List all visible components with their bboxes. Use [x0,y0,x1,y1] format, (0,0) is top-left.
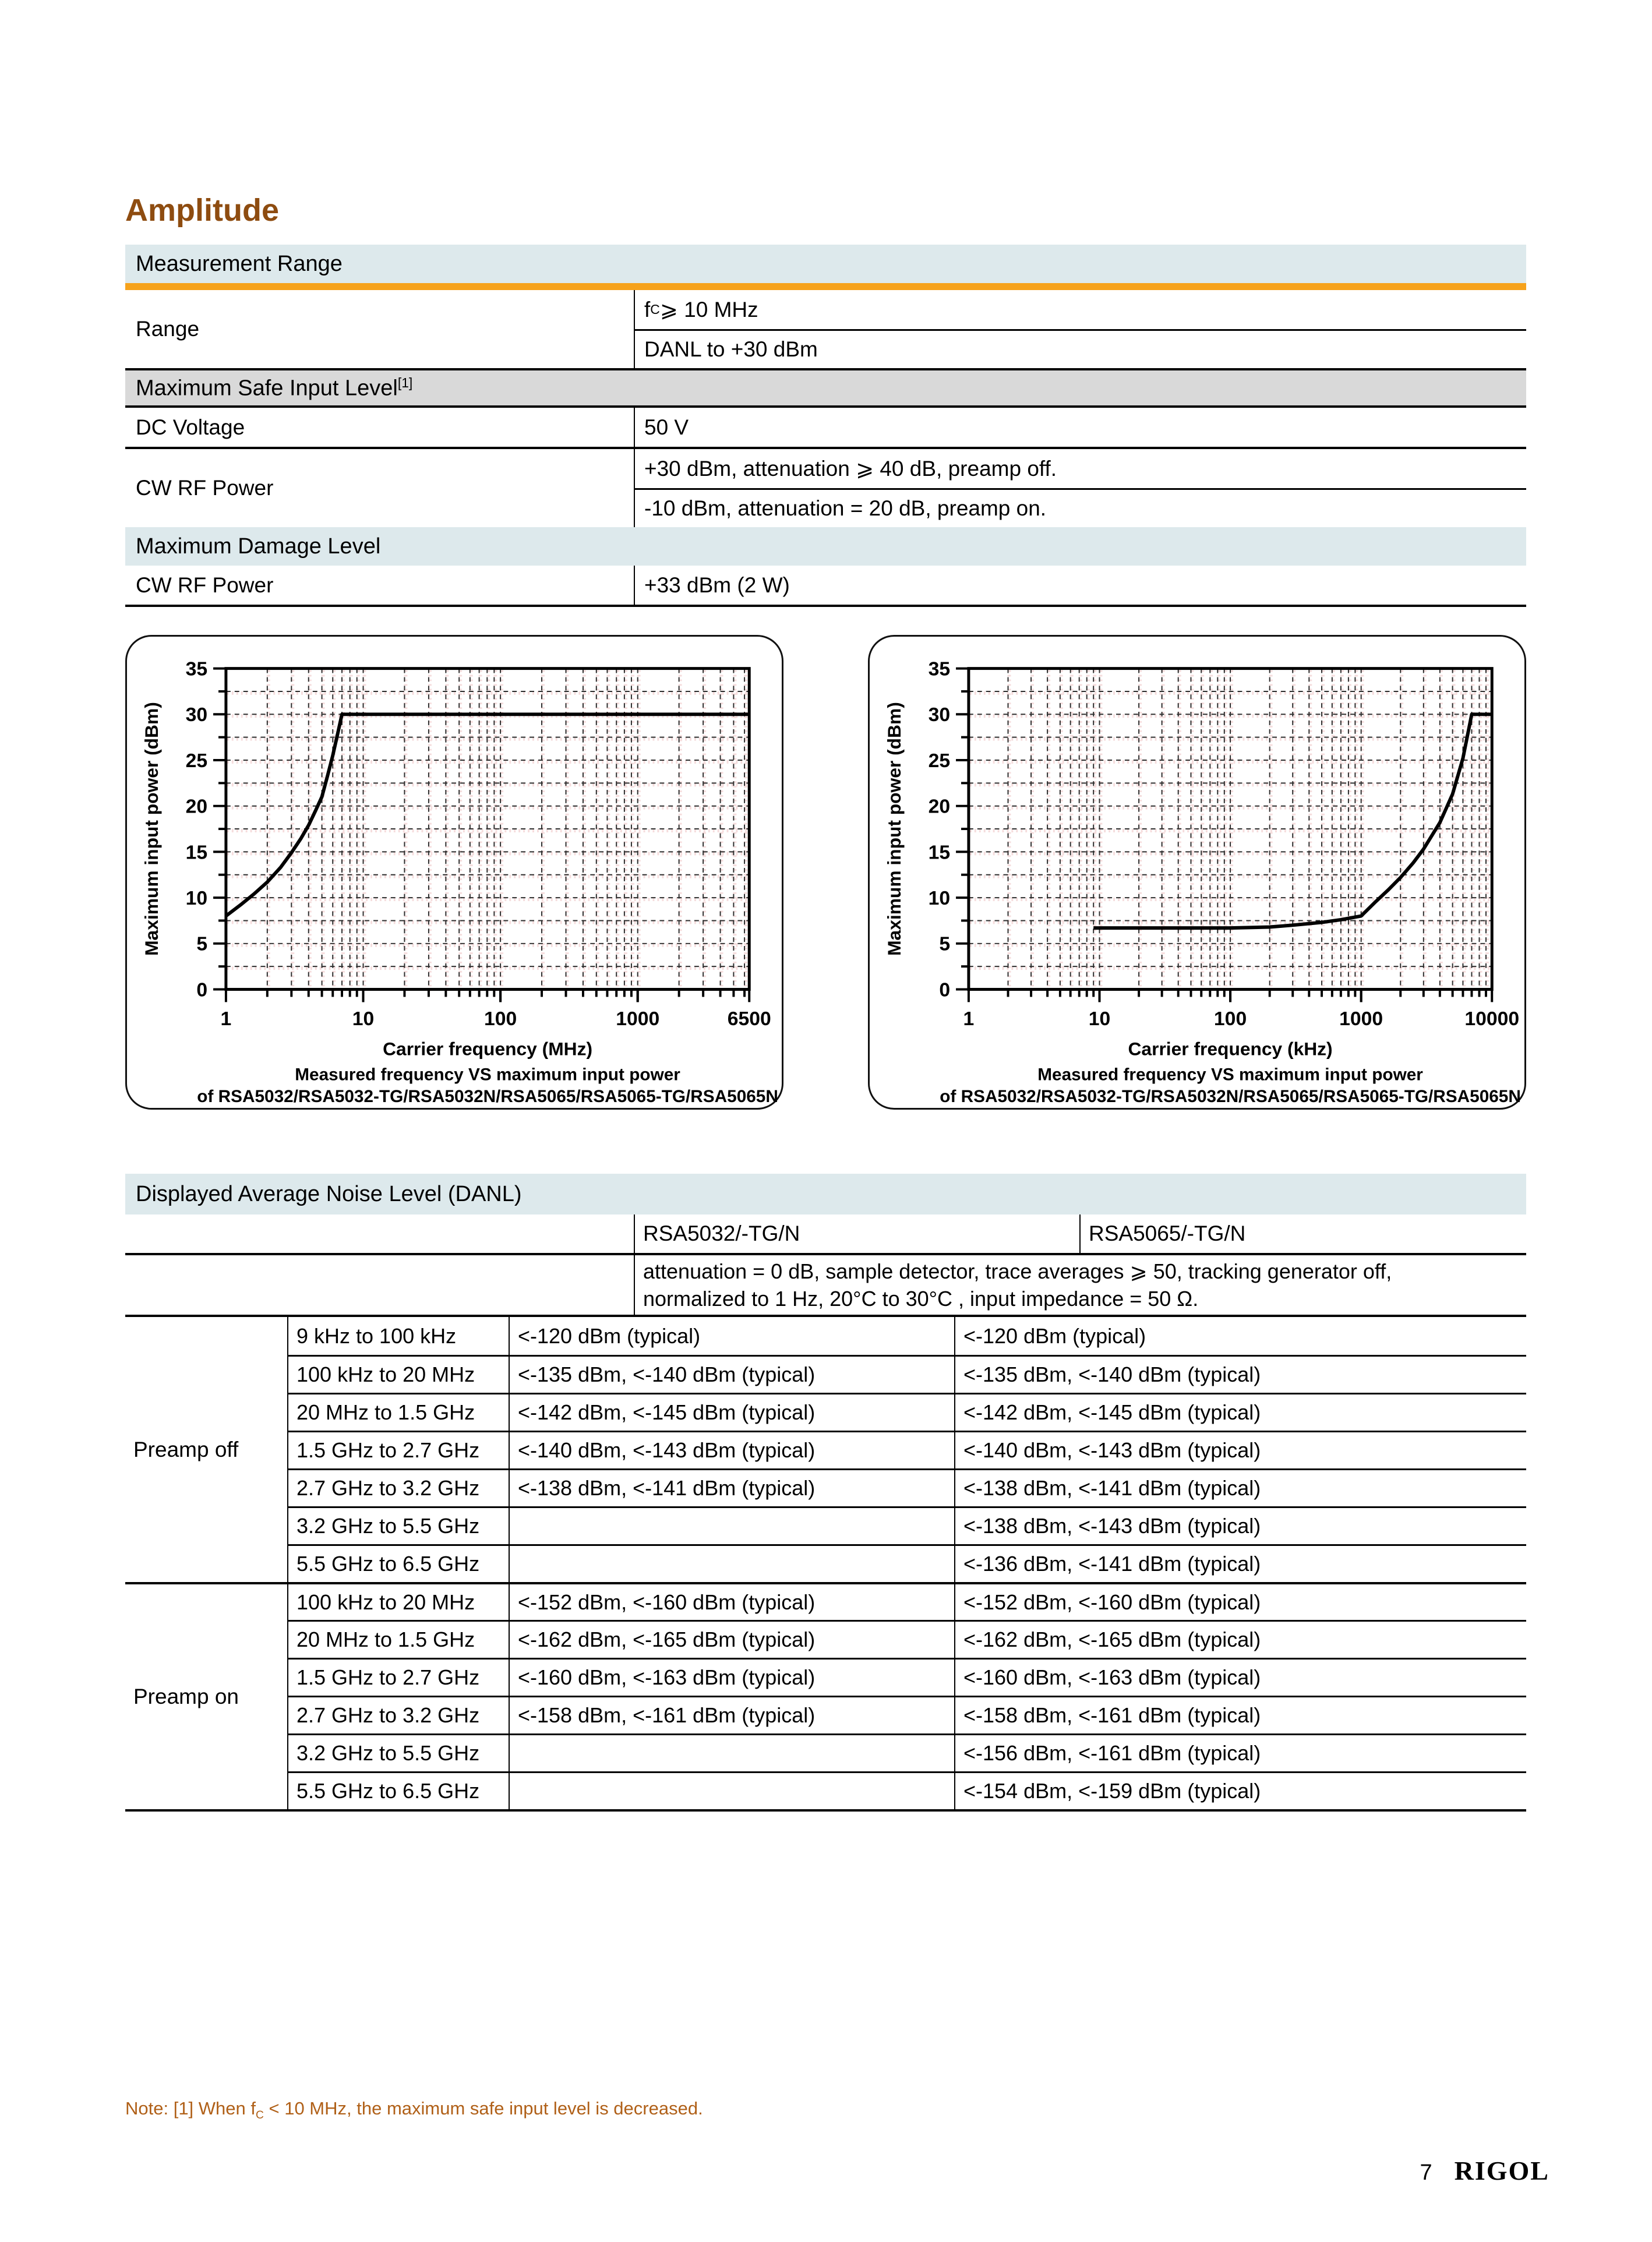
spec-value-cell: +33 dBm (2 W) [644,573,790,597]
danl-header-spacer [125,1214,635,1253]
spec-value-cell: f C ⩾ 10 MHz [644,297,758,322]
danl-frequency-range-cell: 9 kHz to 100 kHz [288,1317,510,1355]
danl-rsa5065-cell: <-140 dBm, <-143 dBm (typical) [963,1438,1261,1462]
danl-rows [288,1317,1526,1809]
svg-text:1: 1 [220,1008,232,1030]
page-number: 7 [1420,2160,1432,2185]
danl-frequency-range-cell: 1.5 GHz to 2.7 GHz [288,1432,510,1468]
danl-data-row [288,1317,1526,1355]
danl-rsa5032-cell [510,1546,955,1582]
danl-condition-spacer [125,1255,635,1315]
svg-text:35: 35 [928,658,951,680]
svg-text:1000: 1000 [616,1008,660,1030]
danl-data-row [288,1393,1526,1431]
spec-row-values [635,566,1526,605]
danl-rsa5032-cell: <-160 dBm, <-163 dBm (typical) [510,1660,955,1696]
spec-value-cell: DANL to +30 dBm [635,329,1526,368]
danl-rsa5065-cell: <-142 dBm, <-145 dBm (typical) [963,1400,1261,1424]
page-footer [1386,2155,1549,2186]
svg-text:30: 30 [185,704,208,726]
chart-max-input-power-khz [868,635,1526,1110]
danl-frequency-range-cell: 100 kHz to 20 MHz [288,1584,510,1620]
svg-text:5: 5 [939,933,951,955]
svg-text:1: 1 [963,1008,975,1030]
danl-section-header: Displayed Average Noise Level (DANL) [125,1174,1526,1214]
spec-row-group [125,566,1526,607]
svg-text:0: 0 [196,979,208,1001]
danl-condition-row [125,1255,1526,1317]
danl-preamp-label: Preamp off [133,1437,239,1461]
danl-rsa5032-cell: <-138 dBm, <-141 dBm (typical) [510,1470,955,1506]
danl-rsa5032-cell: <-152 dBm, <-160 dBm (typical) [510,1584,955,1620]
danl-rsa5065-cell: <-138 dBm, <-141 dBm (typical) [963,1476,1261,1500]
svg-text:6500: 6500 [727,1008,771,1030]
danl-rsa5065-cell: <-120 dBm (typical) [963,1323,1146,1348]
danl-frequency-range-cell: 5.5 GHz to 6.5 GHz [288,1773,510,1809]
danl-data-row [288,1771,1526,1809]
spec-row-label: DC Voltage [125,408,635,447]
section-header [125,245,1526,283]
danl-data-row [288,1582,1526,1620]
danl-frequency-range-cell: 3.2 GHz to 5.5 GHz [288,1508,510,1544]
danl-data-row [288,1506,1526,1544]
danl-data-row [288,1658,1526,1696]
svg-text:35: 35 [185,658,208,680]
danl-rsa5065-cell: <-162 dBm, <-165 dBm (typical) [963,1627,1261,1651]
svg-text:25: 25 [928,749,951,772]
danl-column-header: RSA5065/-TG/N [1089,1221,1246,1245]
svg-text:10: 10 [1088,1008,1111,1030]
svg-text:0: 0 [939,979,951,1001]
spec-value-cell: +30 dBm, attenuation ⩾ 40 dB, preamp off. [644,457,1057,481]
svg-text:20: 20 [185,795,208,818]
section-header-label: Maximum Damage Level [136,534,381,559]
danl-rsa5032-cell: <-158 dBm, <-161 dBm (typical) [510,1697,955,1733]
danl-condition-text: attenuation = 0 dB, sample detector, trace averages ⩾ 50, tracking generator off, normalized to 1 Hz, 20°C to 30°C , input impedance = 50 Ω. [643,1259,1392,1311]
danl-rsa5065-cell: <-135 dBm, <-140 dBm (typical) [963,1362,1261,1386]
section-header-label: Maximum Safe Input Level[1] [136,375,413,401]
danl-data-row [288,1620,1526,1658]
page-title: Amplitude [125,193,279,228]
footnote: Note: [1] When $f_C < 10$ MHz, the maximum safe input level is decreased. [125,2098,703,2122]
svg-text:5: 5 [196,933,208,955]
danl-body [125,1317,1526,1812]
danl-data-row [288,1733,1526,1771]
danl-rsa5065-cell: <-152 dBm, <-160 dBm (typical) [963,1590,1261,1614]
danl-data-row [288,1355,1526,1393]
svg-text:of RSA5032/RSA5032-TG/RSA5032N: of RSA5032/RSA5032-TG/RSA5032N/RSA5065/RSA5065-TG/RSA5065N [940,1087,1521,1107]
section-header-label: Measurement Range [136,251,343,276]
danl-frequency-range-cell: 3.2 GHz to 5.5 GHz [288,1735,510,1771]
danl-frequency-range-cell: 1.5 GHz to 2.7 GHz [288,1660,510,1696]
svg-text:Maximum input power (dBm): Maximum input power (dBm) [140,702,162,956]
svg-text:Measured frequency VS maximum: Measured frequency VS maximum input power [295,1065,680,1085]
spec-row-values [635,449,1526,527]
danl-preamp-label: Preamp on [125,1582,287,1809]
danl-data-row [288,1431,1526,1468]
danl-data-row [288,1468,1526,1506]
svg-text:1000: 1000 [1339,1008,1383,1030]
danl-rsa5065-cell: <-154 dBm, <-159 dBm (typical) [963,1779,1261,1803]
danl-frequency-range-cell: 100 kHz to 20 MHz [288,1357,510,1393]
danl-column-header: RSA5032/-TG/N [635,1214,1081,1253]
danl-rsa5032-cell [510,1773,955,1809]
amplitude-spec-table [125,245,1526,607]
svg-text:Measured frequency VS maximum: Measured frequency VS maximum input power [1037,1065,1423,1085]
svg-text:Carrier frequency (kHz): Carrier frequency (kHz) [1128,1038,1333,1060]
danl-rsa5032-cell: <-162 dBm, <-165 dBm (typical) [510,1622,955,1658]
orange-accent-bar [125,283,1526,290]
danl-frequency-range-cell: 2.7 GHz to 3.2 GHz [288,1470,510,1506]
danl-frequency-range-cell: 2.7 GHz to 3.2 GHz [288,1697,510,1733]
spec-row-group [125,447,1526,527]
danl-frequency-range-cell: 20 MHz to 1.5 GHz [288,1394,510,1431]
svg-text:25: 25 [185,749,208,772]
danl-preamp-column [125,1317,288,1809]
svg-text:100: 100 [1213,1008,1247,1030]
danl-rsa5065-cell: <-160 dBm, <-163 dBm (typical) [963,1665,1261,1689]
danl-rsa5065-cell: <-156 dBm, <-161 dBm (typical) [963,1741,1261,1765]
danl-table [125,1174,1526,1812]
svg-text:20: 20 [928,795,951,818]
svg-text:10: 10 [352,1008,375,1030]
spec-row-values [635,408,1526,447]
svg-text:10000: 10000 [1464,1008,1520,1030]
danl-data-row [288,1696,1526,1733]
svg-text:of RSA5032/RSA5032-TG/RSA5032N: of RSA5032/RSA5032-TG/RSA5032N/RSA5065/RSA5065-TG/RSA5065N [197,1087,778,1107]
spec-row-label: Range [125,290,635,368]
danl-rsa5032-cell [510,1735,955,1771]
danl-data-row [288,1544,1526,1582]
svg-text:10: 10 [928,887,951,910]
rigol-logo: RIGOL [1454,2156,1549,2185]
svg-text:100: 100 [483,1008,517,1030]
danl-rsa5032-cell: <-140 dBm, <-143 dBm (typical) [510,1432,955,1468]
spec-value-cell: 50 V [644,415,689,439]
spec-row-group [125,408,1526,447]
danl-rsa5065-cell: <-138 dBm, <-143 dBm (typical) [963,1514,1261,1538]
spec-row-values [635,290,1526,368]
svg-text:Carrier frequency (MHz): Carrier frequency (MHz) [383,1038,593,1060]
svg-text:Maximum input power (dBm): Maximum input power (dBm) [883,702,905,956]
danl-frequency-range-cell: 5.5 GHz to 6.5 GHz [288,1546,510,1582]
section-header [125,368,1526,408]
danl-frequency-range-cell: 20 MHz to 1.5 GHz [288,1622,510,1658]
danl-rsa5065-cell: <-158 dBm, <-161 dBm (typical) [963,1703,1261,1727]
spec-row-group [125,290,1526,368]
spec-value-cell: -10 dBm, attenuation = 20 dB, preamp on. [635,488,1526,527]
chart-max-input-power-mhz [125,635,783,1110]
danl-column-header-row [125,1214,1526,1255]
danl-rsa5032-cell: <-142 dBm, <-145 dBm (typical) [510,1394,955,1431]
svg-text:15: 15 [185,841,208,864]
svg-text:10: 10 [185,887,208,910]
spec-row-label: CW RF Power [125,566,635,605]
danl-rsa5032-cell: <-120 dBm (typical) [510,1317,955,1355]
svg-text:15: 15 [928,841,951,864]
svg-text:30: 30 [928,704,951,726]
section-header [125,527,1526,566]
spec-row-label: CW RF Power [125,449,635,527]
danl-rsa5032-cell [510,1508,955,1544]
danl-rsa5032-cell: <-135 dBm, <-140 dBm (typical) [510,1357,955,1393]
danl-rsa5065-cell: <-136 dBm, <-141 dBm (typical) [963,1552,1261,1576]
